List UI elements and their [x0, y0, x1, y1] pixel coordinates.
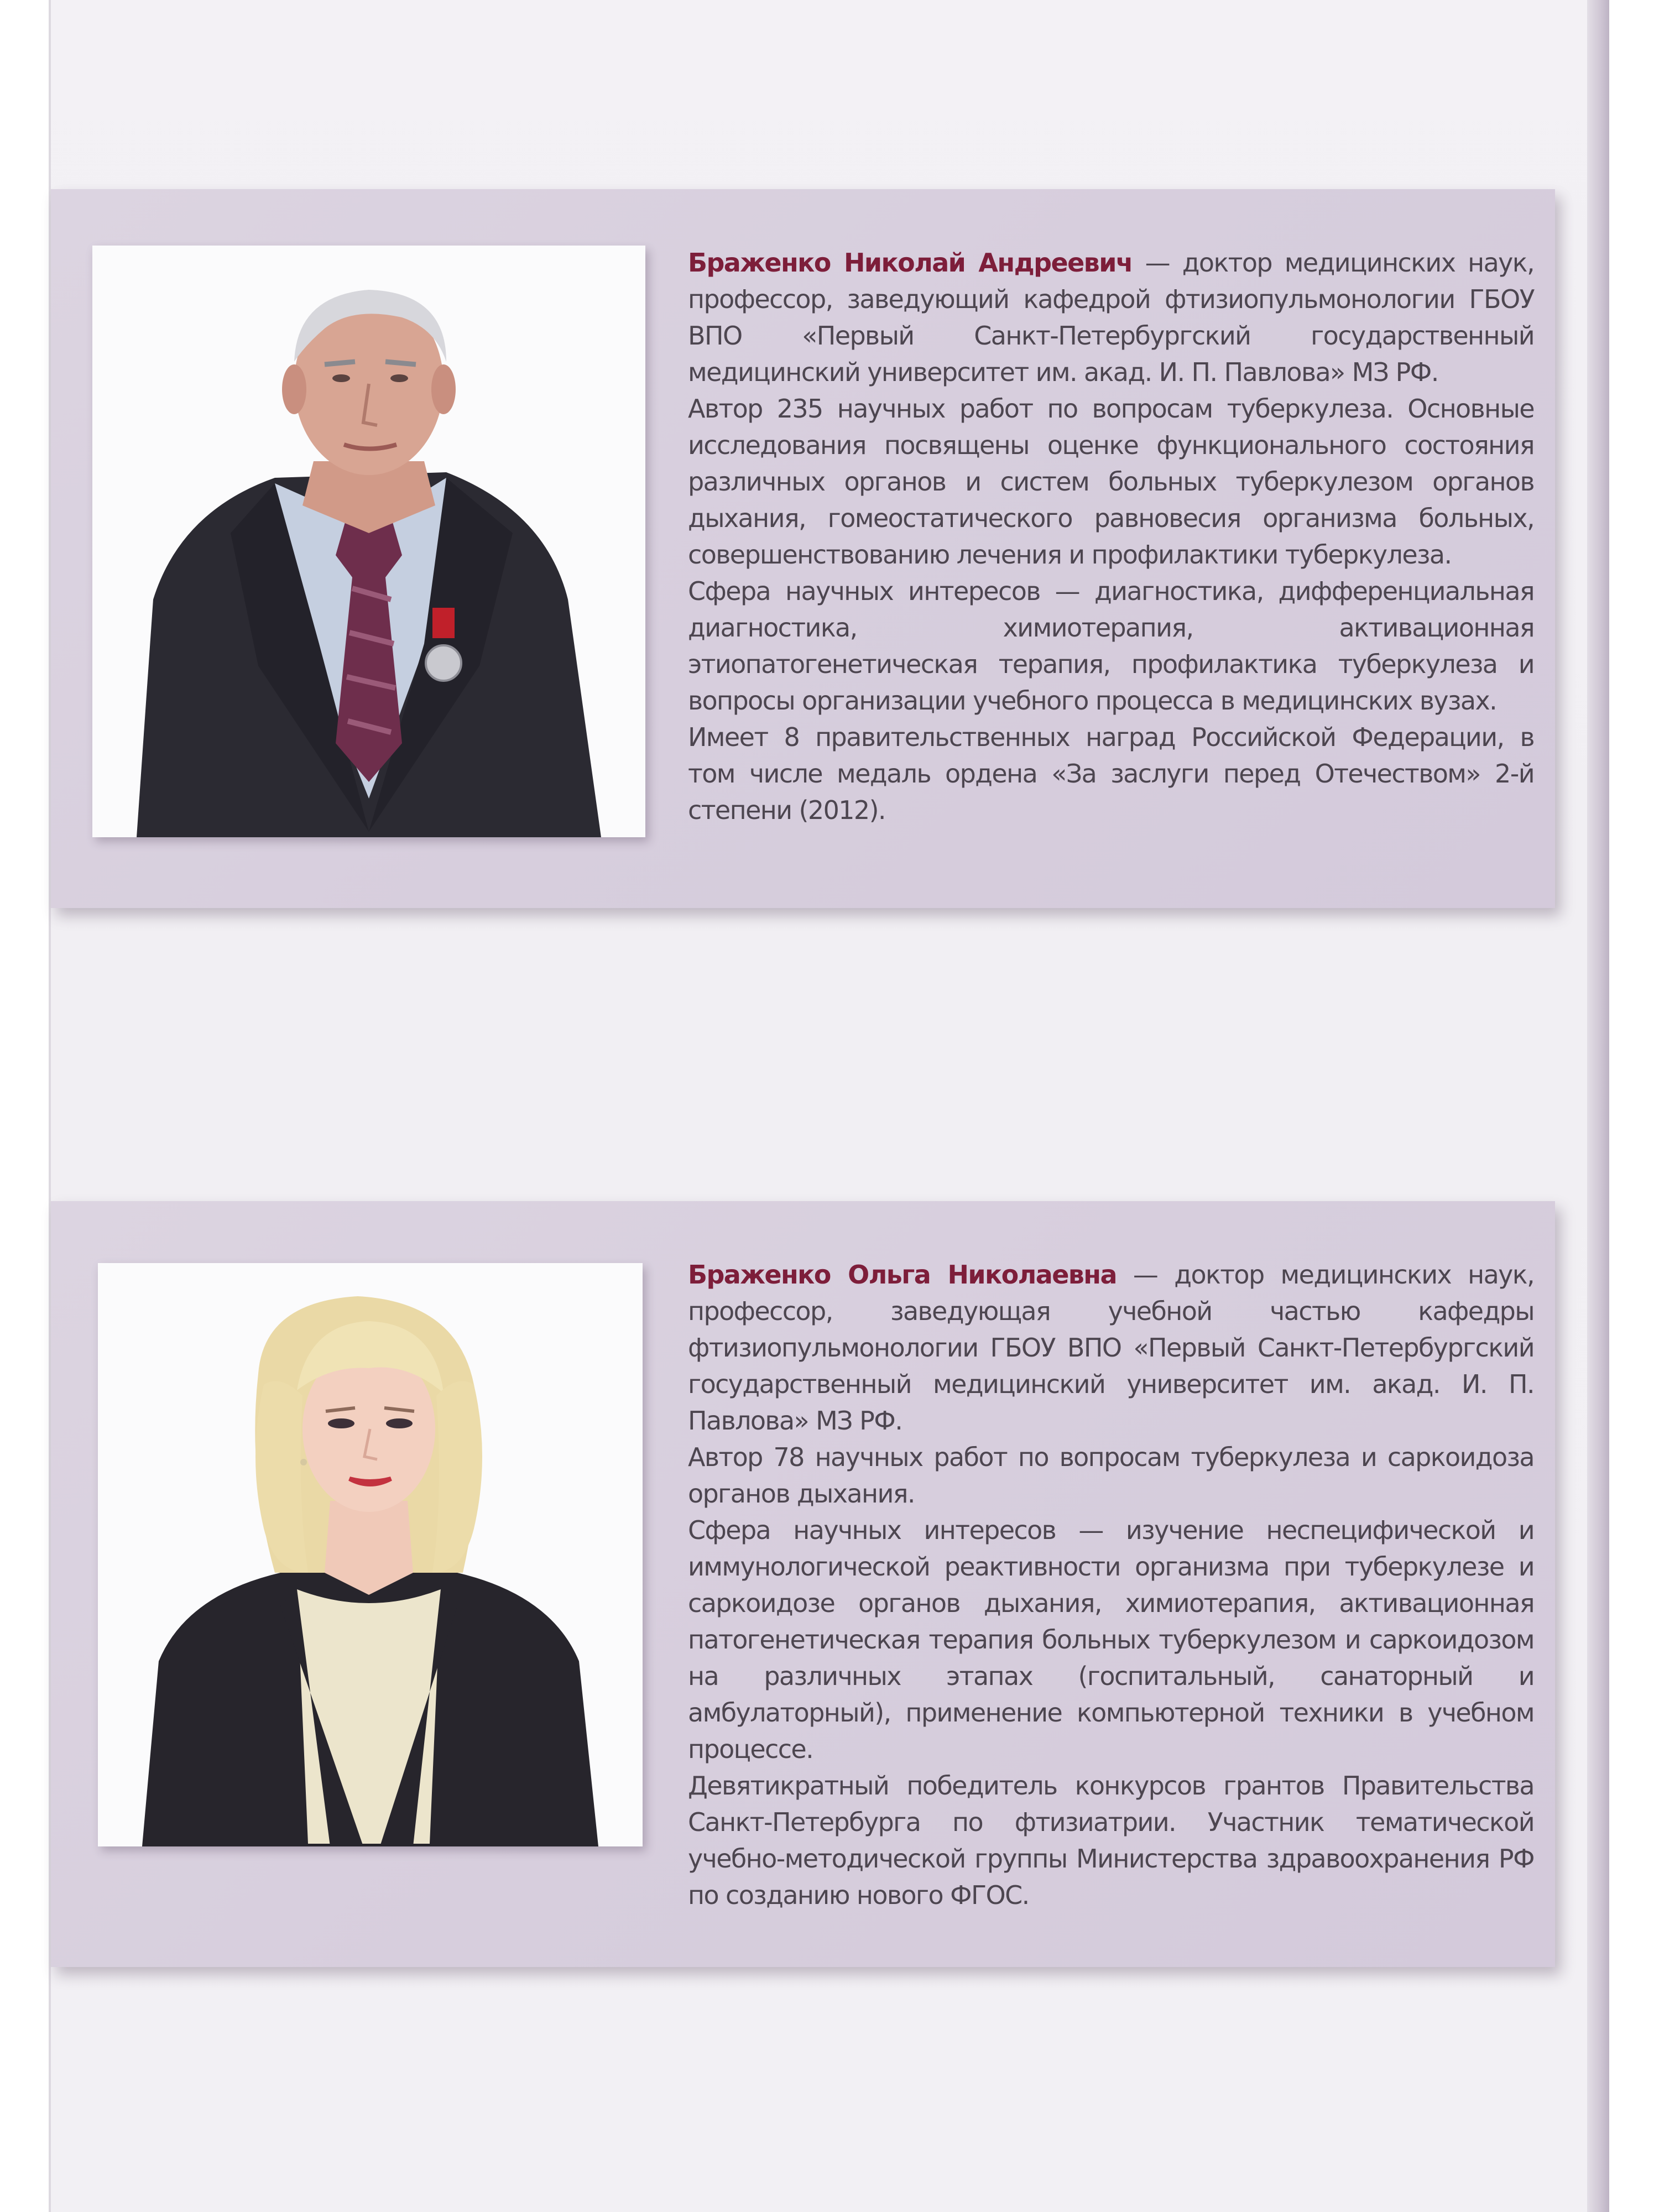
bio-intro-text: — доктор медицинских наук, профессор, заведующий кафедрой фтизиопульмонологии ГБОУ ВПО «Первый Санкт-Петербургский государственный медицинский университет им. акад. И. П. Павлова» МЗ РФ.: [688, 248, 1534, 387]
bio-paragraph-achievements: Девятикратный победитель конкурсов грантов Правительства Санкт-Петербурга по фтизиатрии. Участник тематической учебно-методической группы Министерства здравоохранения РФ по созданию нового ФГОС.: [688, 1771, 1534, 1910]
person-name: Браженко Николай Андреевич: [688, 248, 1133, 278]
person-name: Браженко Ольга Николаевна: [688, 1260, 1117, 1290]
bio-card-1: [51, 189, 1555, 908]
portrait-photo-1: [92, 246, 645, 837]
bio-paragraph-works: Автор 235 научных работ по вопросам туберкулеза. Основные исследования посвящены оценке функционального состояния различных органов и систем больных туберкулезом органов дыхания, гомеостатического равновесия организма больных, совершенствованию лечения и профилактики туберкулеза.: [688, 394, 1534, 570]
bio-paragraph-intro: [688, 1256, 1534, 1439]
bio-paragraph-awards: Имеет 8 правительственных наград Российской Федерации, в том числе медаль ордена «За заслуги перед Отечеством» 2-й степени (2012).: [688, 722, 1534, 825]
bio-paragraph-interests: Сфера научных интересов — изучение неспецифической и иммунологической реактивности организма при туберкулезе и саркоидозе органов дыхания, химиотерапия, активационная патогенетическая терапия больных туберкулезом и саркоидозом на различных этапах (госпитальный, санаторный и амбулаторный), применение компьютерной техники в учебном процессе.: [688, 1515, 1534, 1764]
bio-paragraph-intro: [688, 244, 1534, 390]
bio-text-2: [688, 1256, 1534, 1913]
page-right-edge: [1587, 0, 1609, 2212]
portrait-woman-image: [98, 1263, 643, 1846]
bio-paragraph-works: Автор 78 научных работ по вопросам туберкулеза и саркоидоза органов дыхания.: [688, 1442, 1534, 1509]
portrait-photo-2: [98, 1263, 643, 1846]
bio-intro-text: — доктор медицинских наук, профессор, заведующая учебной частью кафедры фтизиопульмонологии ГБОУ ВПО «Первый Санкт-Петербургский государственный медицинский университет им. акад. И. П. Павлова» МЗ РФ.: [688, 1260, 1535, 1436]
bio-text-1: [688, 244, 1534, 828]
bio-card-2: [51, 1201, 1555, 1967]
background-left-strip: [0, 0, 51, 2212]
portrait-man-image: [92, 246, 645, 837]
bio-paragraph-interests: Сфера научных интересов — диагностика, дифференциальная диагностика, химиотерапия, активационная этиопатогенетическая терапия, профилактика туберкулеза и вопросы организации учебного процесса в медицинских вузах.: [688, 576, 1534, 716]
background-right-strip: [1609, 0, 1659, 2212]
